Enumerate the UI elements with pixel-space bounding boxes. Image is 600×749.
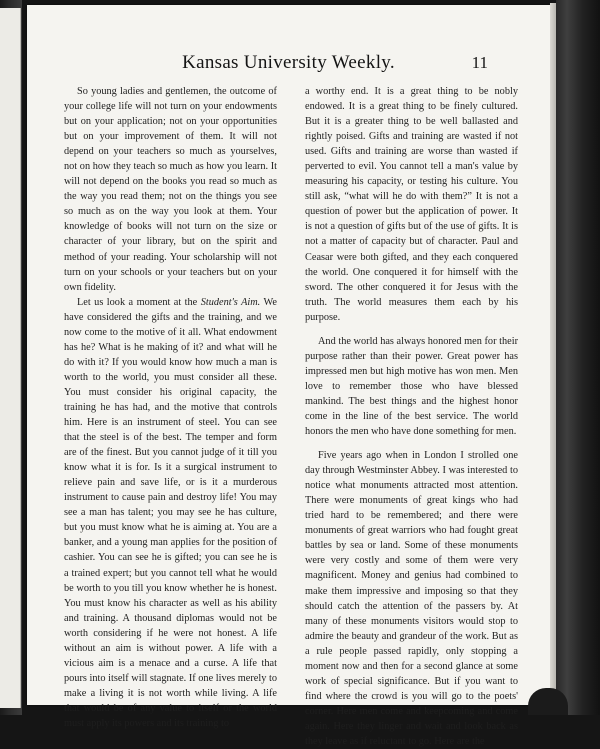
scanner-thumb (528, 688, 568, 715)
page-number: 11 (471, 53, 488, 72)
journal-title: Kansas University Weekly. (182, 52, 395, 73)
right-column (305, 84, 518, 749)
left-column (64, 84, 277, 731)
aim-body-text: We have considered the gifts and the training, and we now come to the motive of it all. What endowment has he? What is he making of it? and what will he do with it? If you would know how much a man is worth to the world, you must consider all these. You must consider his original capacity, the training he has had, and the motive that controls him. Here is an instrument of steel. You can see that the steel is of the best. The temper and form are of the finest. But you cannot judge of it till you know what it is for. Is it a surgical instrument to relieve pain and save life, or is it a murderous instrument to cause pain and destroy life! You may see a man has talent; you may see he has culture, but you must know what he is aiming at. You are a banker, and a young man applies for the position of cashier. You can see he is gifted; you can see he is a trained expert; but you cannot tell what he would be worth to you till you know whether he is honest. You must know his character as well as his ability and training. A thousand diplomas would not be worth considering if he were not honest. A life without an aim is without power. A life with a vicious aim is a menace and a curse. A life that pours into itself will stagnate. If one lives merely to make a living it is not worth while living. A life that would be of any value to itself or the world must apply its powers and its training to (64, 296, 277, 729)
paragraph-students-aim (64, 295, 277, 731)
running-header (27, 52, 550, 76)
aim-intro-text: Let us look a moment at the (77, 296, 201, 308)
book-binding (556, 0, 600, 715)
aim-title-italic: Student's Aim. (200, 296, 261, 308)
facing-page-edge (0, 8, 21, 708)
paragraph: And the world has always honored men for their purpose rather than their power. Great power has impressed men but high motive has won men. Men love to remember those who have blessed mankind. The best things and the highest honor come in the line of the best service. The world honors the men who have done something for men. (305, 335, 518, 438)
book-page (27, 5, 550, 747)
paragraph: Five years ago when in London I strolled one day through Westminster Abbey. I was interested to notice what monuments attracted most attention. There were monuments of great kings who had tried hard to be remembered; and there were monuments of great warriors who had fought great battles by sea or land. Some of these monuments were very costly and some of them were very magnificent. Money and genius had combined to make them impressive and imposing so that they should catch the attention of the passers by. At many of these monuments visitors would stop to admire the beauty and grandeur of the work. But as a rule people passed rapidly, only stopping a moment now and then for a second glance at some work of special significance. But if you want to find where the crowd is you will go to the poets' corner. Here men come and keepcoming and come again. Here they linger and wait and look back as they leave as if reluctant to go. Here are the (305, 450, 518, 747)
paragraph: So young ladies and gentlemen, the outcome of your college life will not turn on your endowments but on your application; not on your opportunities but on your improvement of them. It will not depend on your teachers so much as yourselves, not on how they teach so much as how you learn. It will not depend on the books you read so much as the way you read them; not on the things you see so much as on the way you look at them. Your knowledge of books will not turn on the size or character of your library, but on the spirit and method of your reading. Your scholarship will not turn on your schools or your teachers but on your own fidelity. (64, 86, 277, 293)
paragraph-continued: a worthy end. It is a great thing to be nobly endowed. It is a great thing to be finely cultured. But it is a greater thing to be well ballasted and rightly poised. Gifts and training are wasted if not used. Gifts and training are worse than wasted if perverted to evil. You cannot tell a man's value by measuring his capacity, or testing his culture. You still ask, “what will he do with them?” It is not a question of power but the application of power. It is not a question of gifts but of the use of gifts. It is not a matter of capacity but of character. Paul and Ceasar were both gifted, and they each conquered the world. One conquered it for himself with the sword. The other conquered it for Jesus with the truth. The world measures them each by his purpose. (305, 86, 518, 323)
